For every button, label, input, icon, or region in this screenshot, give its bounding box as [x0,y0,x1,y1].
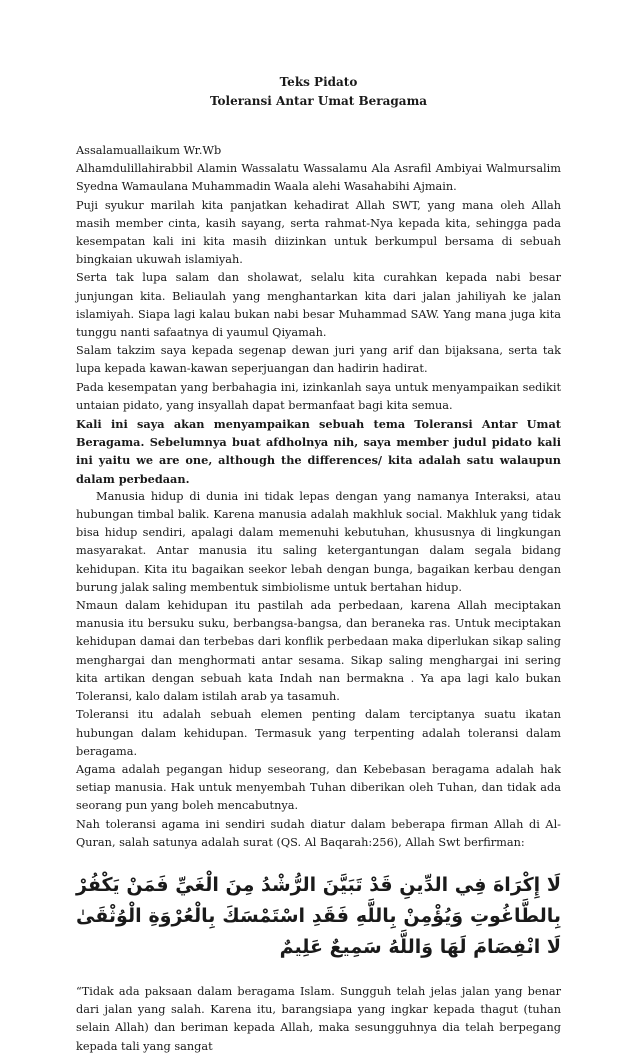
theme-paragraph: Kali ini saya akan menyampaikan sebuah tema Toleransi Antar Umat Beragama. Sebelumnya buat afdholnya nih, saya member judul pidato kali ini yaitu we are one, although the differences/ kita adalah satu walaupun dalam perbedaan. [76,417,561,486]
respect-paragraph: Salam takzim saya kepada segenap dewan juri yang arif dan bijaksana, serta tak lupa kepada kawan-kawan seperjuangan dan hadirin hadirat. [76,344,561,376]
quran-verse-arabic: لَا إِكْرَاهَ فِي الدِّينِ قَدْ تَبَيَّنَ الرُّشْدُ مِنَ الْغَيِّ فَمَنْ يَكْفُرْ بِالطَّاغُوتِ وَيُؤْمِنْ بِاللَّهِ فَقَدِ اسْتَمْسَكَ بِالْعُرْوَةِ الْوُثْقَىٰ لَا انْفِصَامَ لَهَا وَاللَّهُ سَمِيعٌ عَلِيمٌ [76,873,561,958]
opening-paragraph: Alhamdulillahirabbil Alamin Wassalatu Wassalamu Ala Asrafil Ambiyai Walmursalim Syedna Wamaulana Muhammadin Waala alehi Wasahabihi Ajmain. [76,162,561,194]
greeting-paragraph: Assalamuallaikum Wr.Wb [76,144,222,157]
document-body [76,142,561,852]
religion-paragraph: Agama adalah pegangan hidup seseorang, dan Kebebasan beragama adalah hak setiap manusia. Hak untuk menyembah Tuhan diberikan oleh Tuhan, dan tidak ada seorang pun yang boleh mencabutnya. [76,762,561,813]
sholawat-paragraph: Serta tak lupa salam dan sholawat, selalu kita curahkan kepada nabi besar junjungan kita. Beliaulah yang menghantarkan kita dari jalan jahiliyah ke jalan islamiyah. Siapa lagi kalau bukan nabi besar Muhammad SAW. Yang mana juga kita tunggu nanti safaatnya di yaumul Qiyamah. [76,271,561,340]
tolerance-paragraph: Toleransi itu adalah sebuah elemen penting dalam terciptanya suatu ikatan hubungan dalam kehidupan. Termasuk yang terpenting adalah toleransi dalam beragama. [76,708,561,758]
verse-translation: “Tidak ada paksaan dalam beragama Islam. Sungguh telah jelas jalan yang benar dari jalan yang salah. Karena itu, barangsiapa yang ingkar kepada thagut (tuhan selain Allah) dan beriman kepada Allah, maka sesungguhnya dia telah berpegang kepada tali yang sangat [76,984,561,1053]
difference-paragraph: Nmaun dalam kehidupan itu pastilah ada perbedaan, karena Allah meciptakan manusia itu bersuku suku, berbangsa-bangsa, dan beraneka ras. Untuk meciptakan kehidupan damai dan terbebas dari konflik perbedaan maka diperlukan sikap saling menghargai dan menghormati antar sesama. Sikap saling menghargai ini sering kita artikan dengan sebuah kata Indah nan bermakna . Ya apa lagi kalo bukan Toleransi, kalo dalam istilah arab ya tasamuh. [76,599,561,704]
interaction-paragraph: Manusia hidup di dunia ini tidak lepas dengan yang namanya Interaksi, atau hubungan timbal balik. Karena manusia adalah makhluk social. Makhluk yang tidak bisa hidup sendiri, apalagi dalam memenuhi kebutuhan, khususnya di lingkungan masyarakat. Antar manusia itu saling ketergantungan dalam segala bidang kehidupan. Kita itu bagaikan seekor lebah dengan bunga, bagaikan kerbau dengan burung jalak saling membentuk simbiolisme untuk bertahan hidup. [76,489,561,594]
introduction-paragraph: Pada kesempatan yang berbahagia ini, izinkanlah saya untuk menyampaikan sedikit untaian pidato, yang insyallah dapat bermanfaat bagi kita semua. [76,380,561,412]
document-subtitle: Toleransi Antar Umat Beragama [209,94,428,108]
document-title: Teks Pidato [279,75,358,89]
quran-intro-paragraph: Nah toleransi agama ini sendiri sudah diatur dalam beberapa firman Allah di Al-Quran, salah satunya adalah surat (QS. Al Baqarah:256), Allah Swt berfirman: [76,817,561,849]
gratitude-paragraph: Puji syukur marilah kita panjatkan kehadirat Allah SWT, yang mana oleh Allah masih member cinta, kasih sayang, serta rahmat-Nya kepada kita, sehingga pada kesempatan kali ini kita masih diizinkan untuk berkumpul bersama di sebuah bingkaian ukuwah islamiyah. [76,198,561,267]
